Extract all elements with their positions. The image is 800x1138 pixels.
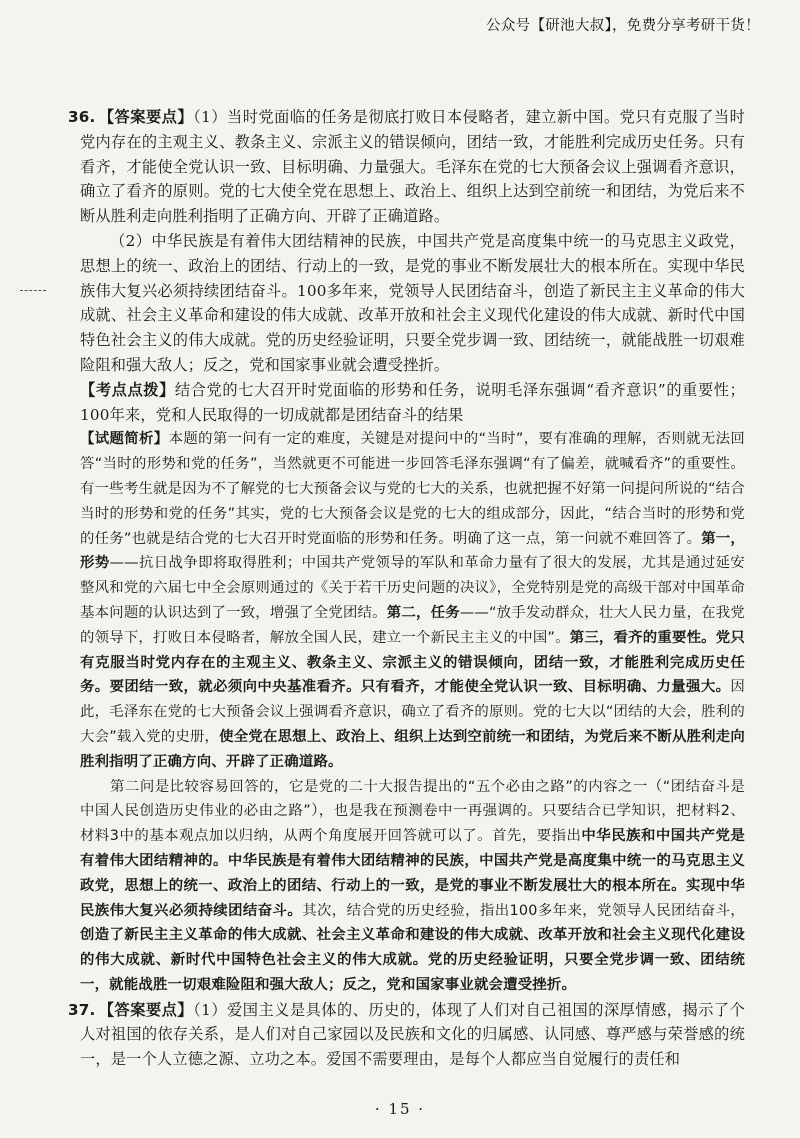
analysis-text: 其次，结合党的历史经验，指出100多年来，党领导人民团结奋斗， xyxy=(302,902,745,919)
analysis-bold: 使全党在思想上、政治上、组织上达到空前统一和团结，为党后来不断从胜利走向胜利指明了正确方向、开辟了正确道路。 xyxy=(80,728,745,770)
q36-analysis xyxy=(80,427,745,774)
answer-part-1: （1）当时党面临的任务是彻底打败日本侵略者，建立新中国。党只有克服了当时党内存在的主观主义、教条主义、宗派主义的错误倾向，团结一致，才能胜利完成历史任务。只有看齐，才能使全党认识一致、目标明确、力量强大。毛泽东在党的七大预备会议上强调看齐意识，确立了看齐的原则。党的七大使全党在思想上、政治上、组织上达到空前统一和团结，为党后来不断从胜利走向胜利指明了正确方向、开辟了正确道路。 xyxy=(80,108,745,226)
analysis-bold: 第二，任务 xyxy=(386,604,460,621)
header-note: 公众号【研池大叔】，免费分享考研干货！ xyxy=(486,18,760,34)
q36-answer-part-2: （2）中华民族是有着伟大团结精神的民族，中国共产党是高度集中统一的马克思主义政党，思想上的统一、政治上的团结、行动上的一致，是党的事业不断发展壮大的根本所在。实现中华民族伟大复兴必须持续团结奋斗。100多年来，党领导人民团结奋斗，创造了新民主主义革命的伟大成就、社会主义革命和建设的伟大成就、改革开放和社会主义现代化建设的伟大成就、新时代中国特色社会主义的伟大成就。党的历史经验证明，只要全党步调一致、团结统一，就能战胜一切艰难险阻和强大敌人；反之，党和国家事业就会遭受挫折。 xyxy=(80,231,745,374)
page-number: · 15 · xyxy=(374,1100,426,1118)
analysis-tag: 【试题简析】 xyxy=(80,431,169,448)
q37-answer xyxy=(68,998,745,1072)
analysis-bold: 第一，形势 xyxy=(80,530,745,572)
analysis-text: 因此，毛泽东在党的七大预备会议上强调看齐意识，确立了看齐的原则。党的七大以“团结的大会，胜利的大会”载入党的史册， xyxy=(80,679,745,745)
analysis-bold: 中华民族和中国共产党是有着伟大团结精神的。中华民族是有着伟大团结精神的民族，中国共产党是高度集中统一的马克思主义政党，思想上的统一、政治上的团结、行动上的一致，是党的事业不断发展壮大的根本所在。实现中华民族伟大复兴必须持续团结奋斗。 xyxy=(80,828,745,919)
margin-scribble xyxy=(20,290,46,293)
answer-part-1: （1）爱国主义是具体的、历史的，体现了人们对自己祖国的深厚情感，揭示了个人对祖国的依存关系，是人们对自己家园以及民族和文化的归属感、认同感、尊严感与荣誉感的统一，是一个人立德之源、立功之本。爱国不需要理由，是每个人都应当自觉履行的责任和 xyxy=(80,1000,745,1069)
q36-analysis-part-2 xyxy=(80,775,745,998)
answer-tag: 【答案要点】 xyxy=(98,108,194,126)
q36-key-points xyxy=(80,378,745,428)
analysis-text: ——抗日战争即将取得胜利；中国共产党领导的军队和革命力量有了很大的发展，尤其是通过延安整风和党的六届七中全会原则通过的《关于若干历史问题的决议》，全党特别是党的高级干部对中国革命基本问题的认识达到了一致，增强了全党团结。 xyxy=(80,555,745,621)
analysis-text: ——“放手发动群众，壮大人民力量，在我党的领导下，打败日本侵略者，解放全国人民，建立一个新民主主义的中国”。 xyxy=(80,604,745,646)
point-text: 结合党的七大召开时党面临的形势和任务，说明毛泽东强调“看齐意识”的重要性；100年来，党和人民取得的一切成就都是团结奋斗的结果 xyxy=(80,380,745,424)
question-number: 36. xyxy=(68,108,96,126)
analysis-bold: 第三，看齐的重要性。党只有克服当时党内存在的主观主义、教条主义、宗派主义的错误倾向，团结一致，才能胜利完成历史任务。要团结一致，就必须向中央基准看齐。只有看齐，才能使全党认识一致、目标明确、力量强大。 xyxy=(80,629,745,696)
answer-tag: 【答案要点】 xyxy=(98,1000,194,1019)
q36-answer xyxy=(68,105,745,229)
point-tag: 【考点点拨】 xyxy=(80,380,175,399)
question-number: 37. xyxy=(68,1000,96,1019)
analysis-text: 第二问是比较容易回答的，它是党的二十大报告提出的“五个必由之路”的内容之一（“团结奋斗是中国人民创造历史伟业的必由之路”），也是我在预测卷中一再强调的。只要结合已学知识，把材料2、材料3中的基本观点加以归纳，从两个角度展开回答就可以了。首先，要指出 xyxy=(80,778,745,845)
analysis-text: 本题的第一问有一定的难度，关键是对提问中的“当时”，要有准确的理解，否则就无法回答“当时的形势和党的任务”，当然就更不可能进一步回答毛泽东强调“有了偏差，就喊看齐”的重要性。有一些考生就是因为不了解党的七大预备会议与党的七大的关系，也就把握不好第一问提问所说的“结合当时的形势和党的任务”其实，党的七大预备会议是党的七大的组成部分，因此，“结合当时的形势和党的任务”也就是结合党的七大召开时党面临的形势和任务。明确了这一点，第一问就不难回答了。 xyxy=(80,431,745,547)
document-body xyxy=(68,105,745,1072)
analysis-bold: 创造了新民主主义革命的伟大成就、社会主义革命和建设的伟大成就、改革开放和社会主义现代化建设的伟大成就、新时代中国特色社会主义的伟大成就。党的历史经验证明，只要全党步调一致、团结统一，就能战胜一切艰难险阻和强大敌人；反之，党和国家事业就会遭受挫折。 xyxy=(80,927,745,993)
